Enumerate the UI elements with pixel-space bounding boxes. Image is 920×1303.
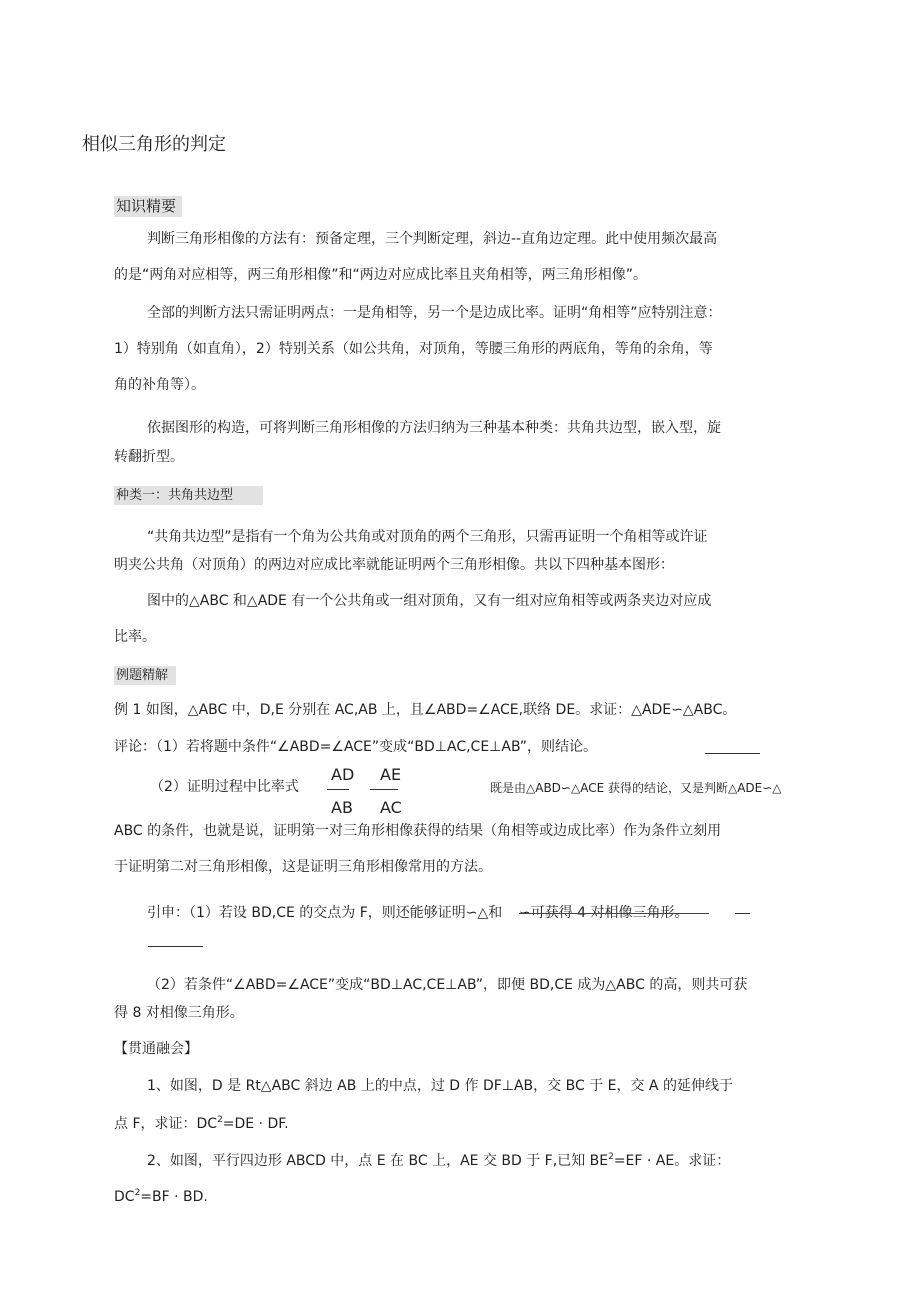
- section-heading-type-one: 种类一：共角共边型: [114, 486, 263, 505]
- section-heading-knowledge: 知识精要: [114, 196, 182, 217]
- paragraph-line: 判断三角形相像的方法有：预备定理，三个判断定理，斜边--直角边定理。此中使用频次最高: [147, 231, 718, 247]
- paragraph-line: 明夹公共角（对顶角）的两边对应成比率就能证明两个三角形相像。共以下四种基本图形：: [114, 557, 674, 573]
- fraction-2-bar: [370, 789, 398, 790]
- fraction-2-numerator: AE: [380, 765, 402, 784]
- paragraph-line: 全部的判断方法只需证明两点：一是角相等，另一个是边成比率。证明“角相等”应特别注意：: [147, 305, 722, 321]
- page-title: 相似三角形的判定: [82, 134, 226, 155]
- comment-1-text: 评论：（1）若将题中条件“∠ABD=∠ACE”变成“BD⊥AC,CE⊥AB”，则结论。: [114, 739, 598, 755]
- section-heading-examples: 例题精解: [114, 666, 176, 685]
- paragraph-line: 于证明第二对三角形相像，这是证明三角形相像常用的方法。: [114, 859, 492, 875]
- paragraph-line: 得 8 对相像三角形。: [114, 1005, 244, 1021]
- paragraph-line: 转翻折型。: [114, 449, 184, 465]
- answer-blank: [148, 946, 203, 947]
- fraction-2-denominator: AC: [380, 798, 402, 817]
- extension-2-text: （2）若条件“∠ABD=∠ACE”变成“BD⊥AC,CE⊥AB”，即便 BD,CE 成为△ABC 的高，则共可获: [147, 977, 748, 993]
- question-2-text: 2、如图，平行四边形 ABCD 中，点 E 在 BC 上，AE 交 BD 于 F,已知 $BE^2=EF$ · AE。求证：: [147, 1152, 731, 1169]
- paragraph-line: “共角共边型”是指有一个角为公共角或对顶角的两个三角形，只需再证明一个角相等或许证: [147, 529, 708, 545]
- question-1-text: 1、如图，D 是 Rt△ABC 斜边 AB 上的中点，过 D 作 DF⊥AB，交 BC 于 E，交 A 的延伸线于: [147, 1078, 733, 1094]
- comment-2-suffix: 既是由△ABD∽△ACE 获得的结论，又是判断△ADE∽△: [490, 781, 782, 795]
- extension-1-text: 引申：（1）若设 BD,CE 的交点为 F，则还能够证明∽△和: [147, 905, 503, 921]
- example-1-text: 例 1 如图，△ABC 中，D,E 分别在 AC,AB 上，且∠ABD=∠ACE,联络 DE。求证：△ADE∽△ABC。: [114, 702, 737, 718]
- paragraph-line: 依据图形的构造，可将判断三角形相像的方法归纳为三种基本种类：共角共边型，嵌入型，旋: [147, 420, 721, 436]
- comment-2-prefix: （2）证明过程中比率式: [150, 779, 299, 795]
- fraction-1-bar: [327, 789, 349, 790]
- question-1-line2: 点 F，求证：$DC^2=DE$ · DF.: [114, 1115, 289, 1132]
- paragraph-line: 图中的△ABC 和△ADE 有一个公共角或一组对顶角，又有一组对应角相等或两条夹边对应成: [147, 593, 712, 609]
- paragraph-line: 角的补角等）。: [114, 377, 205, 393]
- paragraph-line: ABC 的条件，也就是说，证明第一对三角形相像获得的结果（角相等或边成比率）作为条件立刻用: [114, 823, 722, 839]
- answer-blank: [735, 913, 750, 914]
- section-heading-practice: 【贯通融会】: [114, 1041, 198, 1057]
- fraction-1-numerator: AD: [331, 765, 355, 784]
- paragraph-line: 1）特别角（如直角），2）特别关系（如公共角，对顶角，等腰三角形的两底角，等角的余角，等: [114, 341, 713, 357]
- strikethrough-line: [519, 913, 709, 914]
- answer-blank: [705, 753, 760, 754]
- paragraph-line: 比率。: [114, 629, 156, 645]
- extension-1-struck-text: ∽可获得 4 对相像三角形。: [519, 905, 689, 921]
- fraction-1-denominator: AB: [331, 798, 353, 817]
- paragraph-line: 的是“两角对应相等，两三角形相像”和“两边对应成比率且夹角相等，两三角形相像”。: [114, 267, 648, 283]
- question-2-line2: $DC^2=BF$ · BD.: [114, 1188, 208, 1205]
